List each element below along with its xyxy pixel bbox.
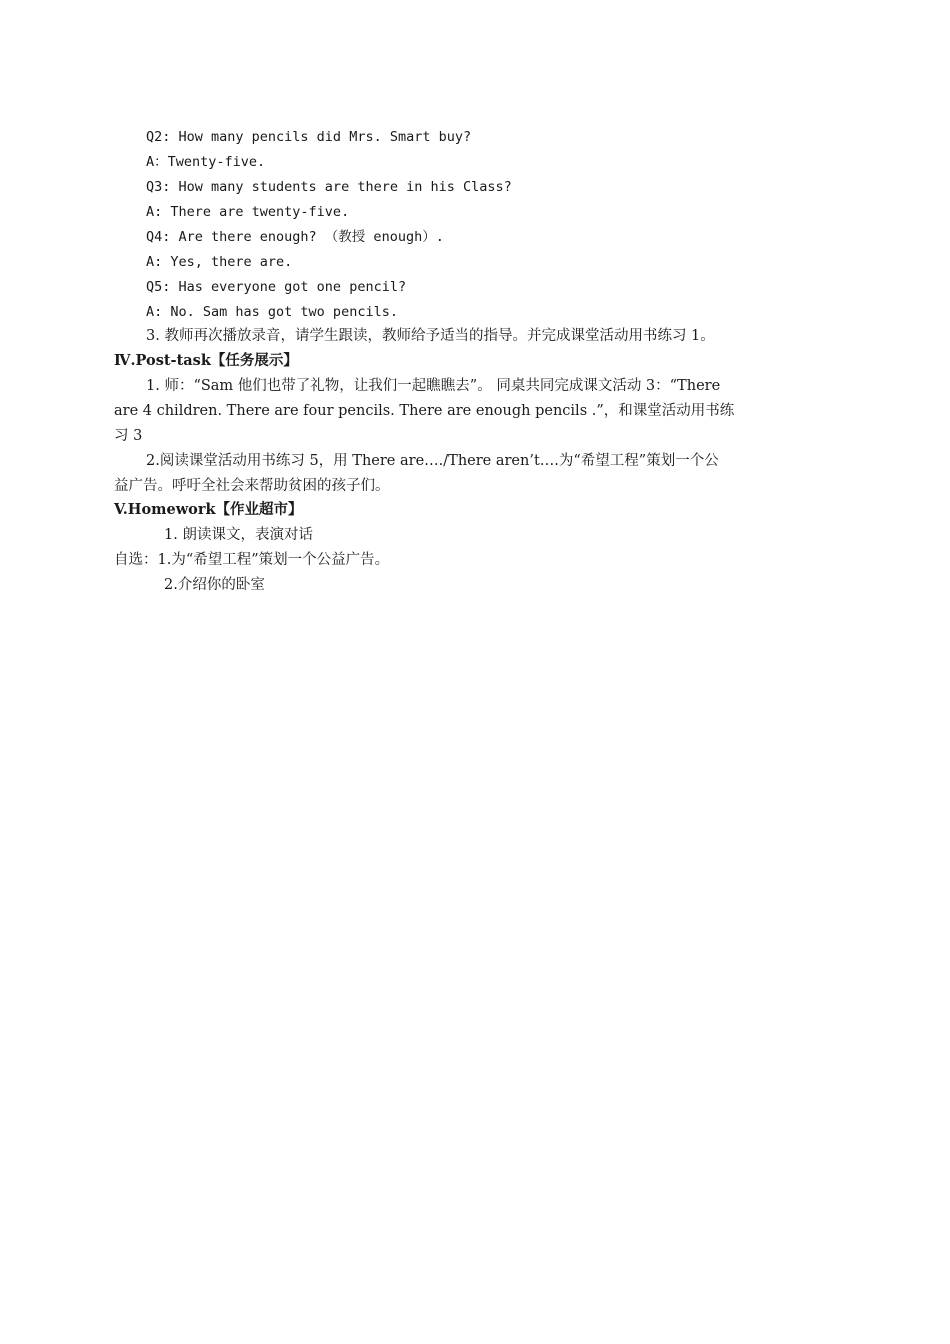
post-task-item2-line1: 2.阅读课堂活动用书练习 5，用 There are…./There aren’t….为“希望工程”策划一个公	[146, 453, 719, 469]
step-3-text: 3. 教师再次播放录音，请学生跟读，教师给予适当的指导。并完成课堂活动用书练习 1。	[146, 328, 715, 344]
answer-q4: A: Yes, there are.	[146, 254, 293, 270]
answer-q5: A: No. Sam has got two pencils.	[146, 304, 398, 320]
question-q5: Q5: Has everyone got one pencil?	[146, 279, 407, 295]
post-task-item1-line1: 1. 师：“Sam 他们也带了礼物，让我们一起瞧瞧去”。 同桌共同完成课文活动 3：“There	[146, 378, 721, 394]
question-q3: Q3: How many students are there in his Class?	[146, 179, 512, 195]
post-task-item2-line2: 益广告。呼吁全社会来帮助贫困的孩子们。	[114, 478, 390, 494]
answer-q2: A：Twenty-five.	[146, 154, 266, 170]
question-q4: Q4: Are there enough? （教授 enough）.	[146, 229, 444, 245]
post-task-item1-line3: 习 3	[114, 428, 143, 444]
homework-optional-1: 自选：1.为“希望工程”策划一个公益广告。	[114, 552, 390, 568]
post-task-item1-line2: are 4 children. There are four pencils. There are enough pencils .”，和课堂活动用书练	[114, 403, 735, 419]
homework-item1: 1. 朗读课文，表演对话	[164, 527, 313, 543]
homework-optional-2: 2.介绍你的卧室	[164, 577, 265, 593]
question-q2: Q2: How many pencils did Mrs. Smart buy?	[146, 129, 472, 145]
answer-q3: A: There are twenty-five.	[146, 204, 350, 220]
homework-heading: V.Homework【作业超市】	[114, 501, 303, 518]
post-task-heading: Ⅳ.Post-task【任务展示】	[114, 352, 298, 369]
